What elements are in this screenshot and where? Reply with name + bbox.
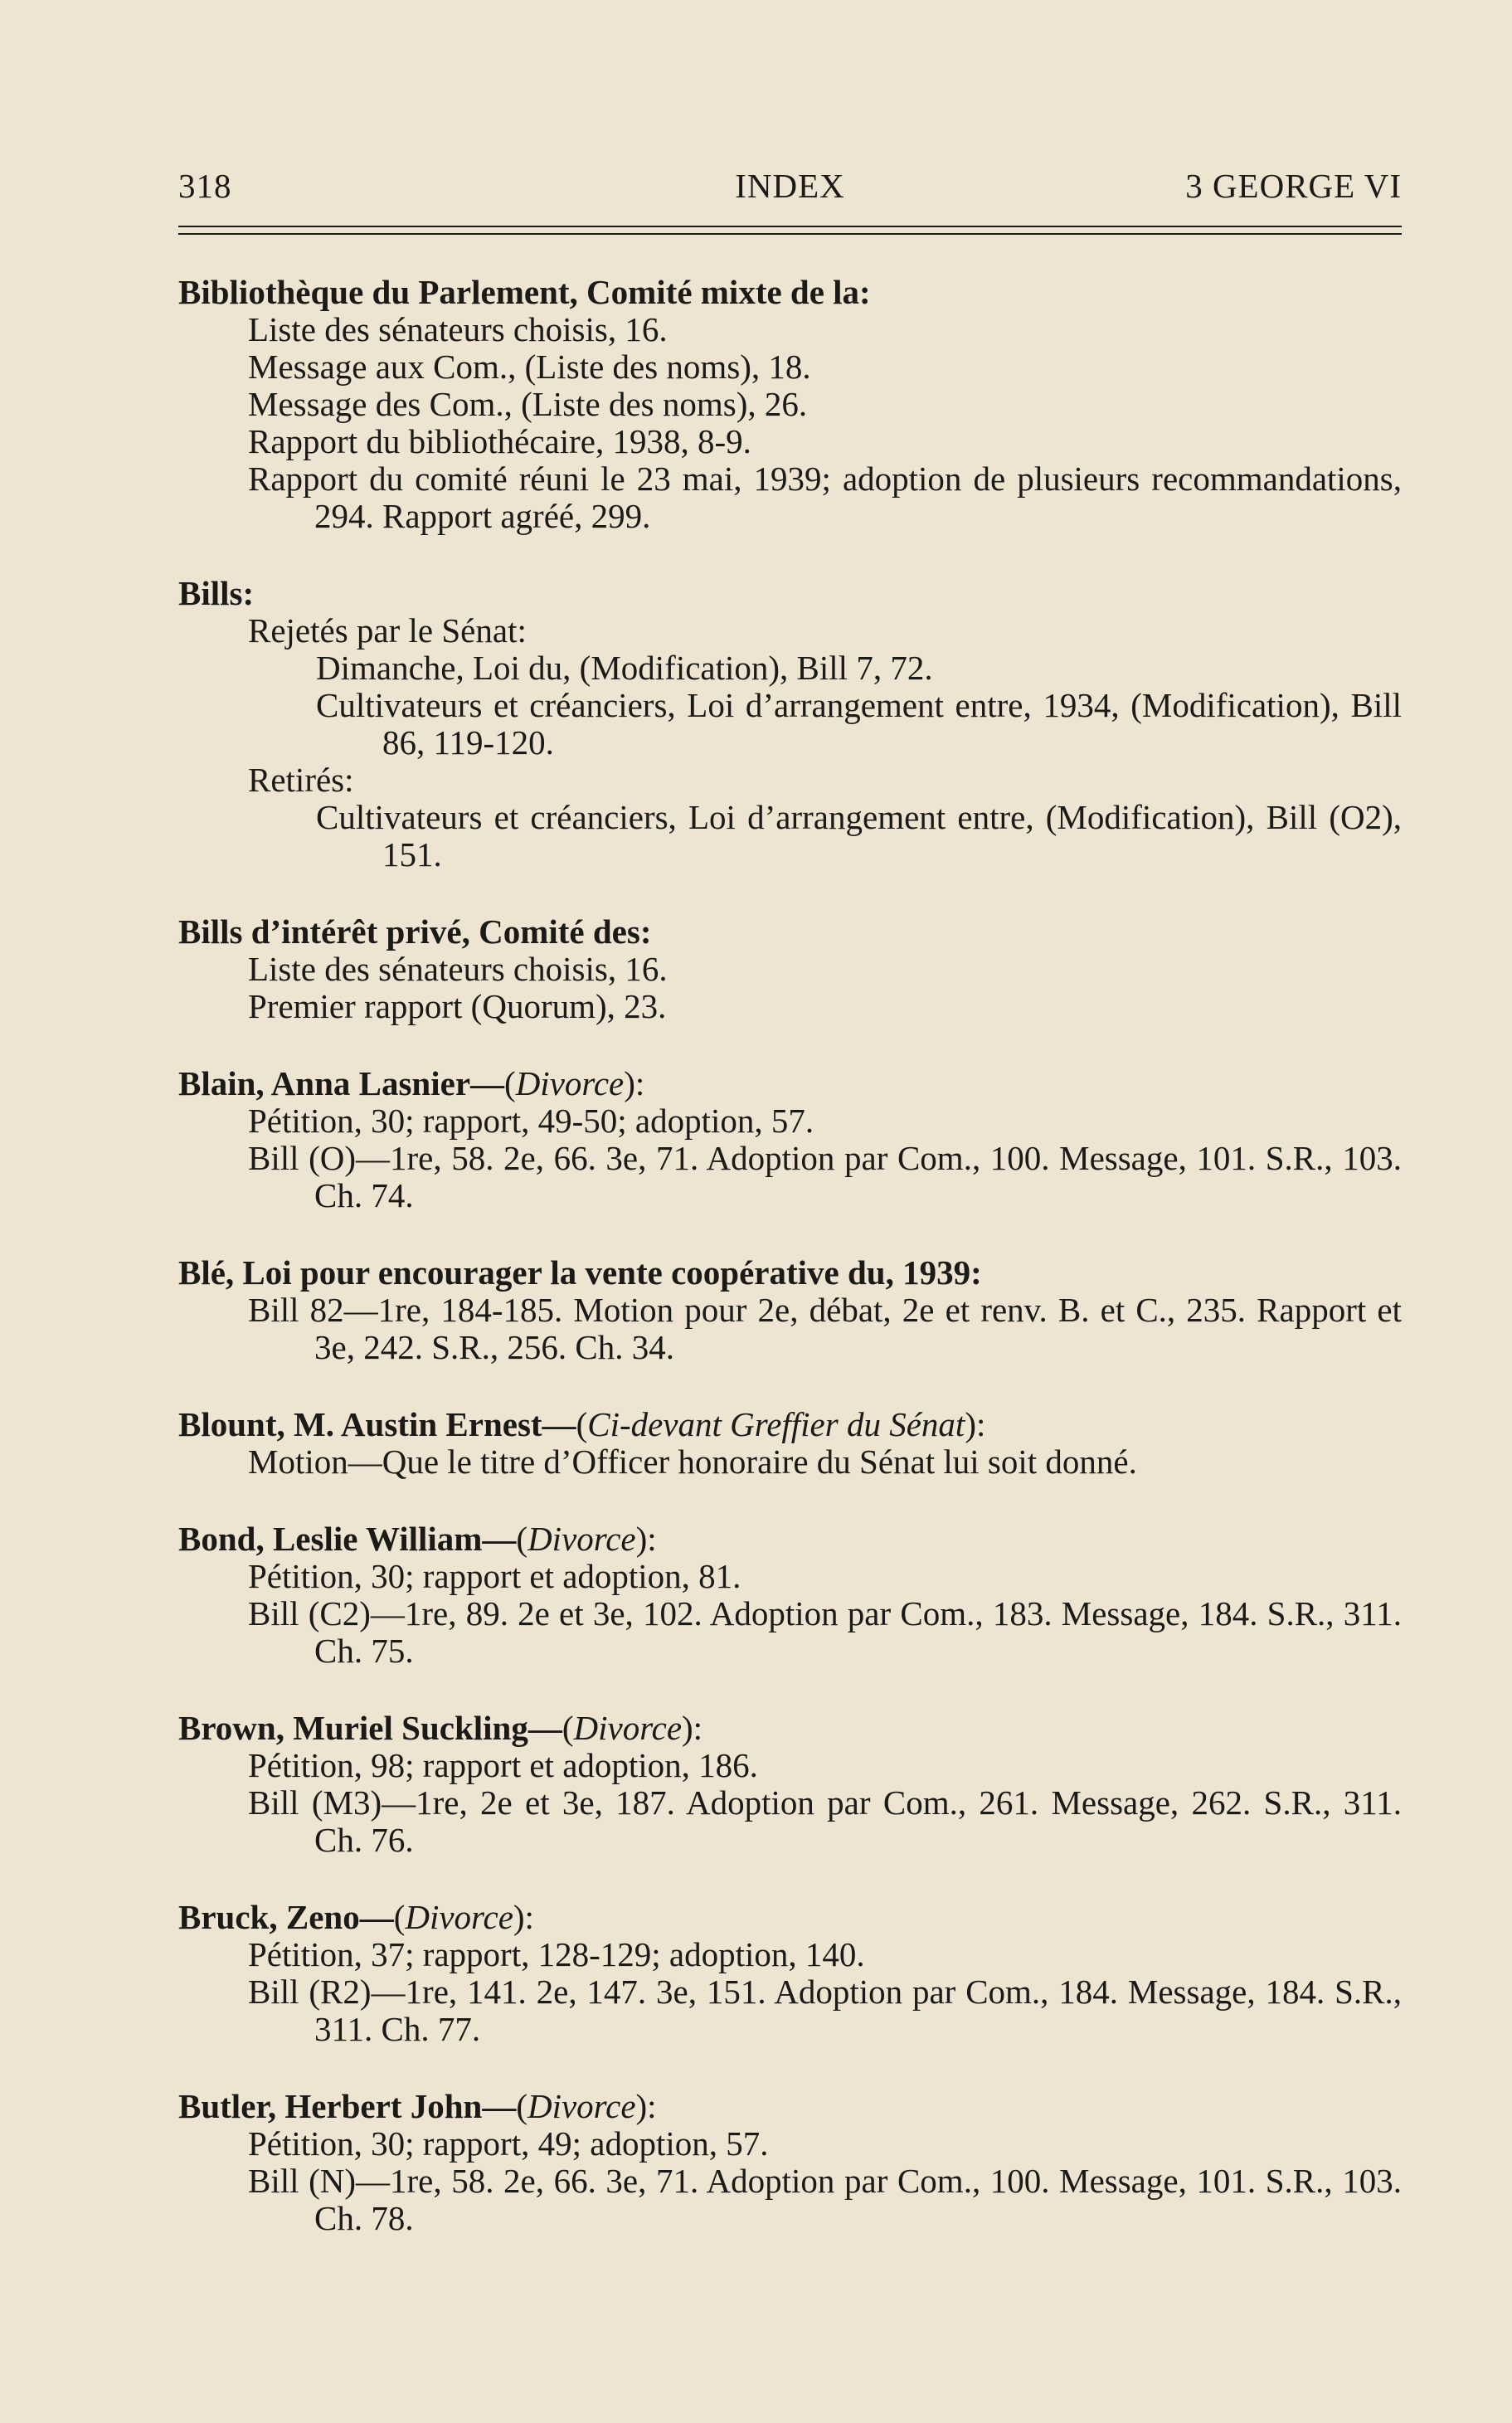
entry-line: Bill (N)—1re, 58. 2e, 66. 3e, 71. Adoption par Com., 100. Message, 101. S.R., 103. Ch. 78. [248, 2162, 1402, 2237]
entry-group-label: Retirés: [248, 761, 354, 799]
entry-line: Rapport du comité réuni le 23 mai, 1939; adoption de plusieurs recommandations, 294. Rapport agréé, 299. [248, 460, 1402, 535]
entry-line: Pétition, 30; rapport et adoption, 81. [248, 1557, 741, 1595]
index-entry [178, 2088, 1402, 2237]
entry-subheading: Ci-devant Greffier du Sénat [587, 1405, 965, 1443]
entry-line: Pétition, 98; rapport et adoption, 186. [248, 1746, 758, 1784]
entry-line: Message aux Com., (Liste des noms), 18. [248, 348, 811, 386]
entry-line: Bill (O)—1re, 58. 2e, 66. 3e, 71. Adoption par Com., 100. Message, 101. S.R., 103. Ch. 74. [248, 1139, 1402, 1214]
entry-subheading: Divorce [527, 1520, 636, 1558]
reign-label: 3 GEORGE VI [1185, 167, 1402, 205]
entry-heading-name: Blount, M. Austin Ernest— [178, 1405, 576, 1443]
entry-heading: Butler, Herbert John—(Divorce): [178, 2087, 657, 2125]
entry-heading: Blé, Loi pour encourager la vente coopérative du, 1939: [178, 1253, 982, 1292]
entry-line: Rapport du bibliothécaire, 1938, 8-9. [248, 422, 751, 460]
entry-group-label: Rejetés par le Sénat: [248, 611, 527, 650]
entry-subline: Cultivateurs et créanciers, Loi d’arrangement entre, 1934, (Modification), Bill 86, 119-120. [316, 686, 1402, 761]
running-header [178, 158, 1402, 216]
index-entry [178, 1065, 1402, 1214]
index-entry [178, 1710, 1402, 1859]
entry-heading: Brown, Muriel Suckling—(Divorce): [178, 1709, 703, 1747]
entry-subheading: Divorce [515, 1064, 625, 1102]
entry-heading: Blount, M. Austin Ernest—(Ci-devant Greffier du Sénat): [178, 1405, 986, 1443]
page-number: 318 [178, 167, 232, 205]
index-entry [178, 1254, 1402, 1366]
index-entry [178, 913, 1402, 1025]
entry-line: Bill (R2)—1re, 141. 2e, 147. 3e, 151. Adoption par Com., 184. Message, 184. S.R., 311. Ch. 77. [248, 1973, 1402, 2048]
index-page [178, 158, 1402, 2237]
entry-line: Liste des sénateurs choisis, 16. [248, 310, 668, 348]
entry-heading-name: Blain, Anna Lasnier— [178, 1064, 505, 1102]
entry-heading: Bills d’intérêt privé, Comité des: [178, 912, 652, 951]
entry-heading: Bibliothèque du Parlement, Comité mixte de la: [178, 273, 871, 311]
entry-line: Pétition, 30; rapport, 49-50; adoption, 57. [248, 1102, 814, 1140]
entry-line: Bill (M3)—1re, 2e et 3e, 187. Adoption par Com., 261. Message, 262. S.R., 311. Ch. 76. [248, 1783, 1402, 1859]
page-title: INDEX [735, 167, 845, 205]
index-entry [178, 1520, 1402, 1670]
entry-line: Bill (C2)—1re, 89. 2e et 3e, 102. Adoption par Com., 183. Message, 184. S.R., 311. Ch. 75. [248, 1594, 1402, 1670]
index-entry [178, 1406, 1402, 1481]
entry-line: Message des Com., (Liste des noms), 26. [248, 385, 808, 423]
entry-heading: Bills: [178, 574, 255, 612]
index-entry [178, 1899, 1402, 2048]
entry-heading-name: Bond, Leslie William— [178, 1520, 517, 1558]
header-rule-double [178, 233, 1402, 235]
entry-line: Motion—Que le titre d’Officer honoraire du Sénat lui soit donné. [248, 1443, 1137, 1481]
entry-subheading: Divorce [573, 1709, 683, 1747]
index-entry [178, 274, 1402, 535]
entry-heading-name: Brown, Muriel Suckling— [178, 1709, 562, 1747]
entry-subline: Cultivateurs et créanciers, Loi d’arrangement entre, (Modification), Bill (O2), 151. [316, 798, 1402, 873]
entry-line: Liste des sénateurs choisis, 16. [248, 950, 668, 988]
header-rule [178, 226, 1402, 227]
entry-heading: Bond, Leslie William—(Divorce): [178, 1520, 657, 1558]
entry-subheading: Divorce [527, 2087, 636, 2125]
entry-line: Pétition, 30; rapport, 49; adoption, 57. [248, 2124, 769, 2163]
entry-heading: Blain, Anna Lasnier—(Divorce): [178, 1064, 645, 1102]
entry-line: Pétition, 37; rapport, 128-129; adoption, 140. [248, 1935, 865, 1973]
entry-heading-name: Butler, Herbert John— [178, 2087, 517, 2125]
entry-heading-name: Bruck, Zeno— [178, 1898, 394, 1936]
entry-subheading: Divorce [405, 1898, 513, 1936]
entry-line: Bill 82—1re, 184-185. Motion pour 2e, débat, 2e et renv. B. et C., 235. Rapport et 3e, 242. S.R., 256. Ch. 34. [248, 1291, 1402, 1366]
index-entries [178, 274, 1402, 2277]
index-entry [178, 575, 1402, 873]
entry-heading: Bruck, Zeno—(Divorce): [178, 1898, 534, 1936]
entry-line: Premier rapport (Quorum), 23. [248, 987, 667, 1025]
entry-subline: Dimanche, Loi du, (Modification), Bill 7, 72. [316, 649, 933, 687]
